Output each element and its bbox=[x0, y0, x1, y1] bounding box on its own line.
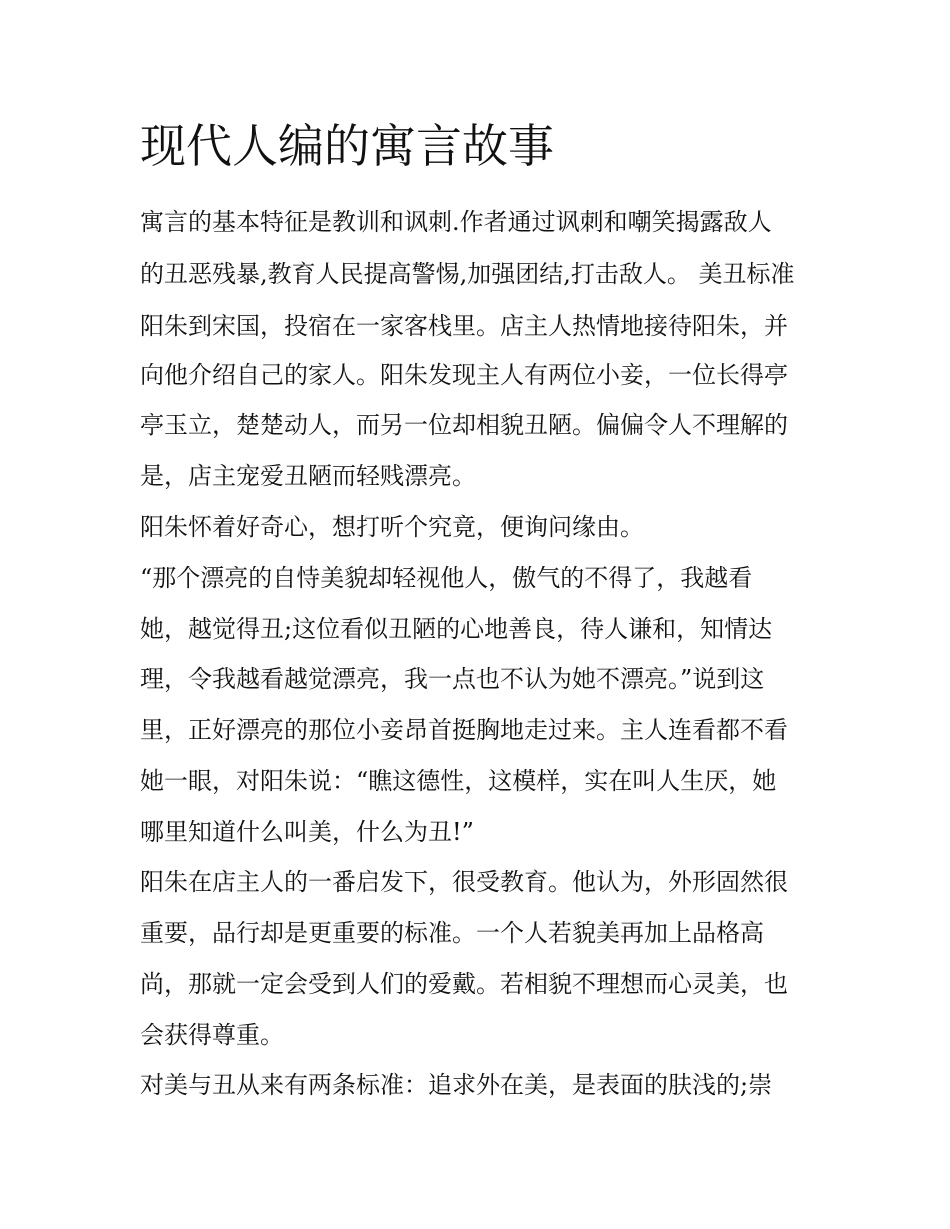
text-line-7: 阳朱怀着好奇心，想打听个究竟，便询问缘由。 bbox=[140, 513, 644, 541]
text-line-5: 亭玉立，楚楚动人，而另一位却相貌丑陋。偏偏令人不理解的 bbox=[140, 411, 788, 439]
text-line-17: 会获得尊重。 bbox=[140, 1021, 284, 1049]
text-line-15: 重要，品行却是更重要的标准。一个人若貌美再加上品格高 bbox=[140, 919, 764, 947]
text-line-13: 哪里知道什么叫美，什么为丑!” bbox=[140, 818, 474, 846]
text-line-2: 的丑恶残暴,教育人民提高警惕,加强团结,打击敌人。 美丑标准 bbox=[140, 260, 795, 288]
text-line-4: 向他介绍自己的家人。阳朱发现主人有两位小妾，一位长得亭 bbox=[140, 361, 788, 389]
text-line-12: 她一眼，对阳朱说：“瞧这德性，这模样，实在叫人生厌，她 bbox=[140, 767, 777, 795]
text-line-8: “那个漂亮的自恃美貌却轻视他人，傲气的不得了，我越看 bbox=[140, 564, 753, 592]
document-title: 现代人编的寓言故事 bbox=[140, 119, 554, 173]
text-line-16: 尚，那就一定会受到人们的爱戴。若相貌不理想而心灵美，也 bbox=[140, 970, 788, 998]
text-line-11: 里，正好漂亮的那位小妾昂首挺胸地走过来。主人连看都不看 bbox=[140, 716, 788, 744]
text-line-14: 阳朱在店主人的一番启发下，很受教育。他认为，外形固然很 bbox=[140, 868, 788, 896]
text-line-3: 阳朱到宋国，投宿在一家客栈里。店主人热情地接待阳朱，并 bbox=[140, 312, 788, 340]
text-line-18: 对美与丑从来有两条标准：追求外在美，是表面的肤浅的;崇 bbox=[140, 1071, 773, 1099]
text-line-10: 理，令我越看越觉漂亮，我一点也不认为她不漂亮。”说到这 bbox=[140, 665, 765, 693]
text-line-1: 寓言的基本特征是教训和讽刺.作者通过讽刺和嘲笑揭露敌人 bbox=[140, 208, 772, 236]
text-line-6: 是，店主宠爱丑陋而轻贱漂亮。 bbox=[140, 462, 476, 490]
text-line-9: 她，越觉得丑;这位看似丑陋的心地善良，待人谦和，知情达 bbox=[140, 615, 773, 643]
